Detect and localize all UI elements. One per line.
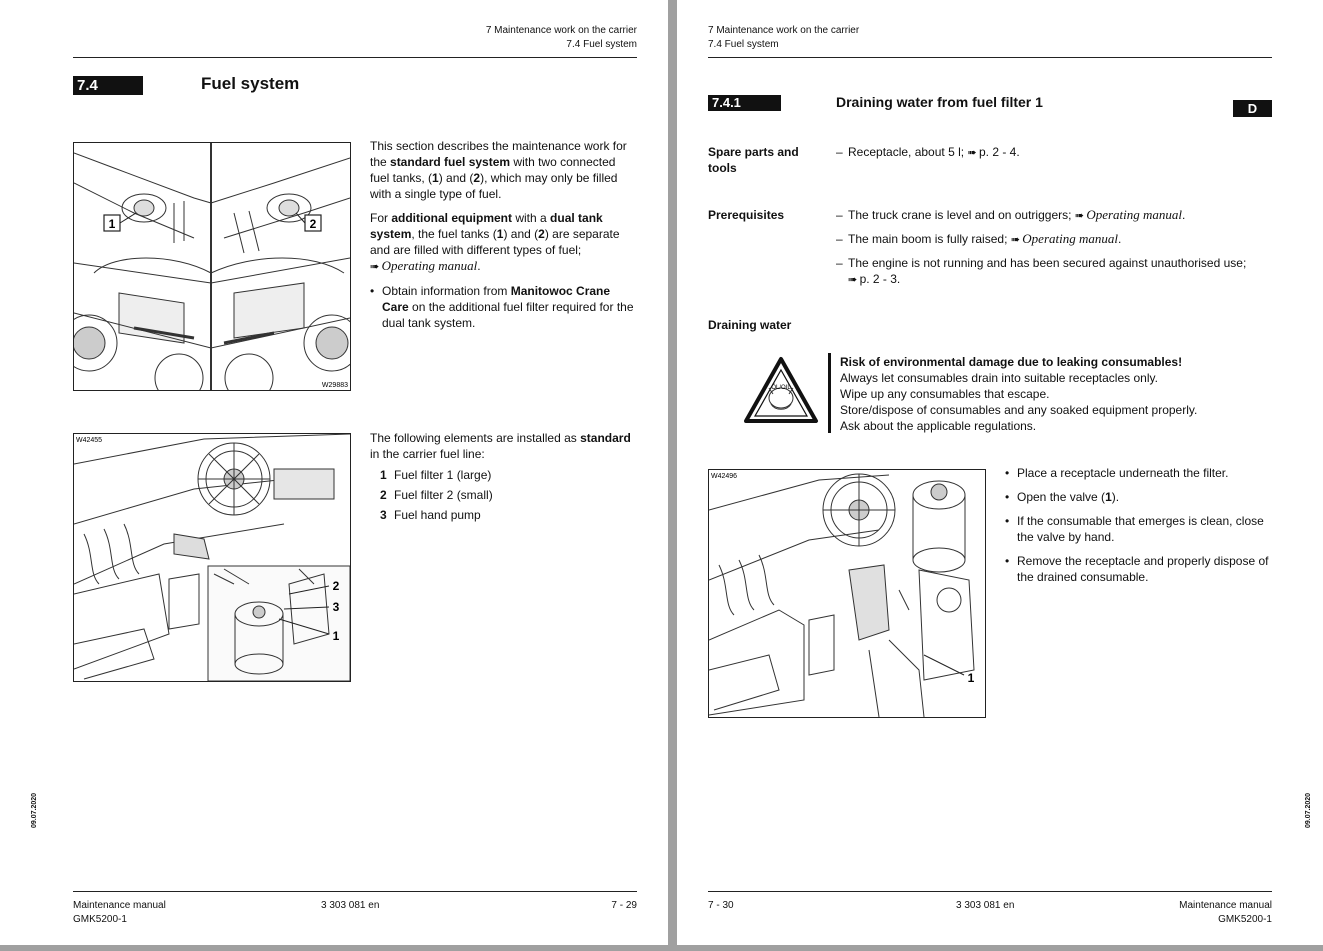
warning-line: Wipe up any consumables that escape. (840, 387, 1050, 401)
fig1-callout-1: 1 (108, 217, 116, 231)
intro-p1-g: ), which may only be filled with a single type of fuel. (370, 171, 618, 201)
left-date-stamp: 09.07.2020 (31, 792, 38, 828)
bullet-icon: • (1005, 490, 1010, 504)
element-item (380, 487, 638, 503)
warning-bar (828, 353, 831, 433)
bullet-icon: • (1005, 514, 1010, 528)
step-text: Remove the receptacle and properly dispose of the drained consumable. (1017, 554, 1269, 584)
step-item (1005, 489, 1273, 505)
bullet-icon: • (1005, 554, 1010, 568)
right-header-rule (708, 57, 1272, 58)
bullet-icon: • (1005, 466, 1010, 480)
intro-p1-a: This section describes the maintenance work for the (370, 139, 627, 169)
ref-arrow-icon: ➠ (967, 147, 976, 159)
warning-title: Risk of environmental damage due to leaking consumables! (840, 355, 1183, 369)
draining-water-label: Draining water (708, 318, 792, 332)
intro-bullet-c: on the additional fuel filter required for the dual tank system. (382, 300, 634, 330)
intro-paragraph-1 (370, 138, 638, 202)
fig3-callout-1: 1 (967, 671, 975, 685)
left-header-chapter: 7 Maintenance work on the carrier (485, 25, 637, 36)
left-header (486, 24, 637, 52)
step-item (1005, 553, 1273, 585)
left-footer-doc: 3 303 081 en (321, 900, 380, 911)
intro-p2-h: 2 (538, 227, 545, 241)
right-footer-title-block (1179, 899, 1272, 927)
dash-icon: – (836, 256, 843, 270)
spare-parts-item (836, 144, 1276, 161)
right-section-number: 7.4.1 (708, 95, 781, 111)
variant-badge: D (1233, 100, 1272, 117)
right-page (677, 0, 1323, 945)
fig2-code: W42455 (76, 437, 103, 444)
left-footer-title-block (73, 899, 166, 927)
intro-p1-b: standard fuel system (390, 155, 511, 169)
step-text: Open the valve ( (1017, 490, 1106, 504)
elements-intro-c: in the carrier fuel line: (370, 447, 485, 461)
right-header-chapter: 7 Maintenance work on the carrier (708, 25, 860, 36)
prerequisite-text: The engine is not running and has been secured against unauthorised use; (848, 256, 1247, 270)
left-header-rule (73, 57, 637, 58)
right-footer-doc: 3 303 081 en (956, 900, 1015, 911)
elements-list (370, 467, 638, 523)
step-item (1005, 513, 1273, 545)
intro-p2-e: , the fuel tanks ( (411, 227, 497, 241)
elements-intro-a: The following elements are installed as (370, 431, 581, 445)
element-num: 3 (380, 508, 387, 522)
step-text: Place a receptacle underneath the filter. (1017, 466, 1229, 480)
environment-warning-icon (743, 356, 819, 424)
right-section-title: Draining water from fuel filter 1 (836, 94, 1043, 110)
fig2-callout-1: 1 (332, 629, 340, 643)
operating-manual-link[interactable]: Operating manual (381, 258, 478, 273)
draining-steps (1005, 465, 1273, 585)
intro-p1-c: with two connected fuel tanks, ( (370, 155, 616, 185)
left-footer-page: 7 - 29 (611, 900, 637, 911)
element-num: 2 (380, 488, 387, 502)
intro-p2-c: with a (512, 211, 551, 225)
spare-parts-text: Receptacle, about 5 l; (848, 145, 968, 159)
fig3-code: W42496 (711, 473, 738, 480)
spare-parts-ref-link[interactable]: p. 2 - 4. (978, 145, 1020, 159)
intro-p2-d: dual tank system (370, 211, 603, 241)
element-label: Fuel filter 1 (large) (394, 468, 492, 482)
fuel-system-intro (370, 138, 638, 331)
left-footer-rule (73, 891, 637, 892)
element-item (380, 467, 638, 483)
step-text: If the consumable that emerges is clean, close the valve by hand. (1017, 514, 1264, 544)
prerequisites-label: Prerequisites (708, 208, 785, 222)
step-text-bold: 1 (1105, 490, 1112, 504)
prerequisite-item: – The main boom is fully raised; ➠ Operating manual. (836, 231, 1122, 246)
warning-line: Ask about the applicable regulations. (840, 419, 1037, 433)
intro-bullet (370, 283, 638, 331)
fuel-filter-figure (708, 469, 986, 718)
element-label: Fuel hand pump (394, 508, 481, 522)
step-text: ). (1111, 490, 1120, 504)
operating-manual-link[interactable]: Operating manual (1086, 207, 1183, 222)
elements-intro (370, 430, 638, 462)
fuel-line-figure (73, 433, 351, 682)
warning-line: Always let consumables drain into suitable receptacles only. (840, 371, 1158, 385)
fig1-code: W29883 (321, 382, 348, 389)
bullet-icon: • (370, 284, 375, 298)
right-footer-title: Maintenance manual (1179, 900, 1272, 911)
right-footer-rule (708, 891, 1272, 892)
prerequisite-text: The main boom is fully raised; (848, 232, 1011, 246)
warning-line: Store/dispose of consumables and any soaked equipment properly. (840, 403, 1198, 417)
prerequisite-text: The truck crane is level and on outriggers; (848, 208, 1075, 222)
left-header-section: 7.4 Fuel system (566, 39, 637, 50)
fig1-callout-2: 2 (309, 217, 317, 231)
intro-bullet-b: Manitowoc Crane Care (382, 284, 611, 314)
prerequisite-item: – The truck crane is level and on outriggers; ➠ Operating manual. (836, 207, 1186, 222)
right-date-stamp: 09.07.2020 (1305, 792, 1312, 828)
dash-icon: – (836, 232, 843, 246)
element-item (380, 507, 638, 523)
left-footer-model: GMK5200-1 (73, 914, 127, 925)
ref-arrow-icon: ➠ (370, 261, 379, 273)
intro-p2-f: 1 (496, 227, 504, 241)
ref-arrow-icon: ➠ (1010, 234, 1019, 246)
intro-p1-f: 2 (473, 171, 481, 185)
intro-paragraph-2 (370, 210, 638, 275)
operating-manual-link[interactable]: Operating manual (1022, 231, 1118, 246)
intro-bullet-a: Obtain information from (382, 284, 511, 298)
fuel-tanks-drawing (74, 143, 350, 390)
element-label: Fuel filter 2 (small) (394, 488, 493, 502)
fuel-line-drawing (74, 434, 350, 681)
page-ref-link[interactable]: p. 2 - 3. (859, 272, 901, 286)
fuel-line-elements (370, 430, 638, 523)
fuel-filter-drawing (709, 470, 985, 717)
environment-warning (840, 354, 1280, 434)
intro-p2-end: . (477, 259, 481, 273)
left-footer-title: Maintenance manual (73, 900, 166, 911)
step-item (1005, 465, 1273, 481)
element-num: 1 (380, 468, 387, 482)
dash-icon: – (836, 145, 843, 159)
right-header-section: 7.4 Fuel system (708, 39, 779, 50)
elements-intro-b: standard (580, 431, 631, 445)
intro-p1-e: ) and ( (438, 171, 474, 185)
intro-p1-d: 1 (432, 171, 439, 185)
dash-icon: – (836, 208, 843, 222)
prerequisite-item (836, 255, 1276, 288)
intro-p2-a: For (370, 211, 392, 225)
intro-p2-g: ) and ( (503, 227, 539, 241)
right-header (708, 24, 859, 52)
right-footer-page: 7 - 30 (708, 900, 734, 911)
right-footer-model: GMK5200-1 (1218, 914, 1272, 925)
ref-arrow-icon: ➠ (1074, 210, 1083, 222)
left-section-number: 7.4 (73, 76, 143, 95)
fig2-callout-3: 3 (332, 600, 340, 614)
fuel-tanks-figure (73, 142, 351, 391)
ref-arrow-icon: ➠ (848, 274, 857, 286)
fig2-callout-2: 2 (332, 579, 340, 593)
intro-p2-i: ) are separate and are filled with different types of fuel; (370, 227, 620, 257)
intro-p2-b: additional equipment (391, 211, 513, 225)
left-section-title: Fuel system (201, 74, 300, 93)
prerequisites-list (836, 207, 1276, 288)
oil-symbol-text: ÖL/OIL (771, 385, 791, 391)
spare-parts-label: Spare parts and tools (708, 145, 799, 175)
